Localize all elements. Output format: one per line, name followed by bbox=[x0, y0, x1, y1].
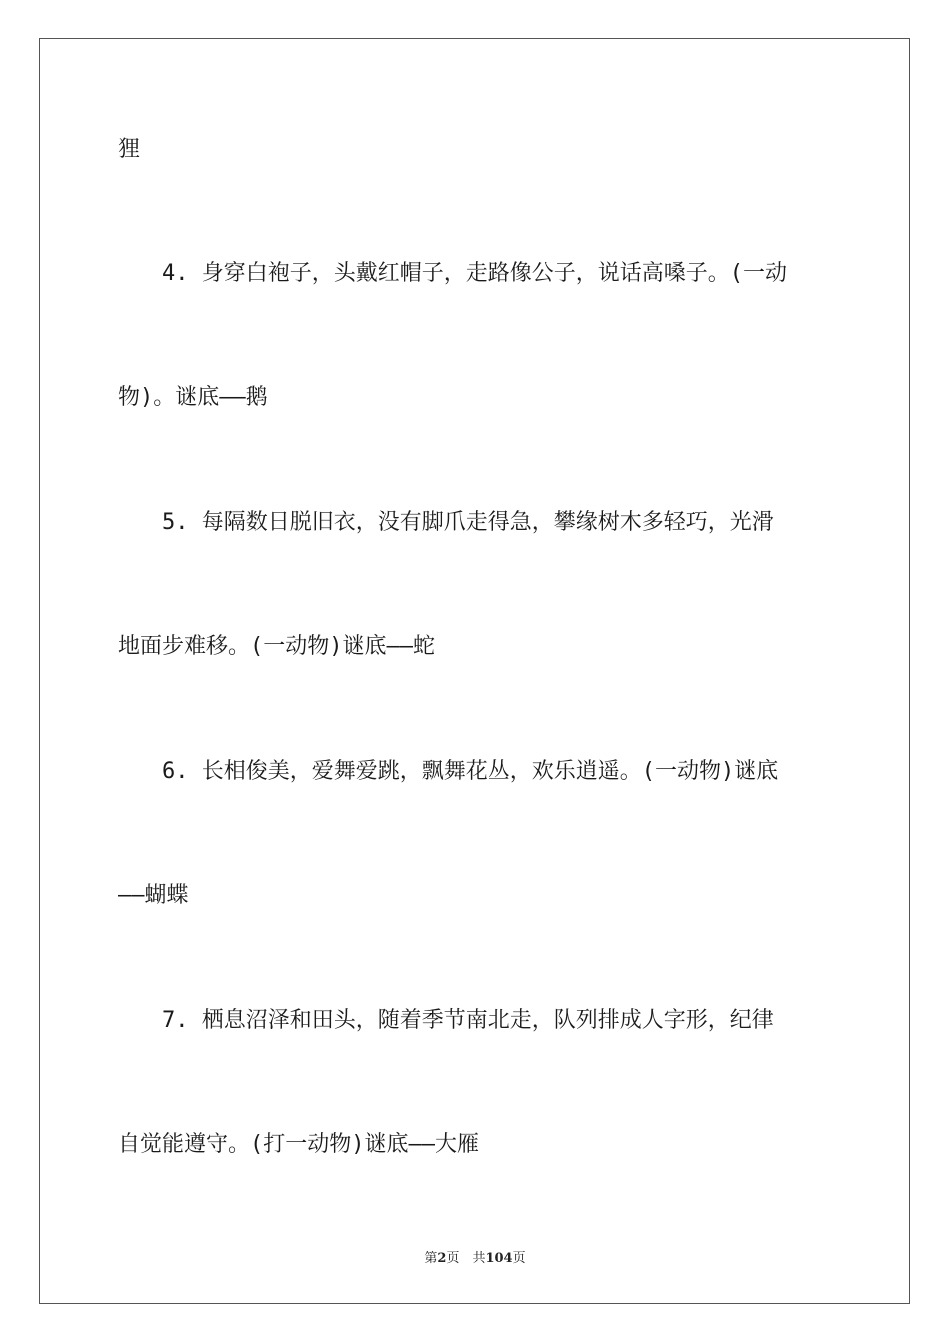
riddle-5-line-1: 5. 每隔数日脱旧衣，没有脚爪走得急，攀缘树木多轻巧，光滑 bbox=[162, 510, 774, 535]
riddle-4-line-1: 4. 身穿白袍子，头戴红帽子，走路像公子，说话高嗓子。(一动 bbox=[162, 261, 787, 286]
riddle-7-line-2: 自觉能遵守。(打一动物)谜底——大雁 bbox=[118, 1132, 479, 1157]
page-border bbox=[39, 38, 910, 1304]
footer-suffix: 页 bbox=[512, 1251, 526, 1266]
riddle-4-line-2: 物)。谜底——鹅 bbox=[118, 385, 268, 410]
page-footer bbox=[0, 1247, 950, 1266]
riddle-5-line-2: 地面步难移。(一动物)谜底——蛇 bbox=[118, 634, 435, 659]
riddle-7-line-1: 7. 栖息沼泽和田头，随着季节南北走，队列排成人字形，纪律 bbox=[162, 1008, 774, 1033]
text-line-continuation: 狸 bbox=[118, 137, 141, 162]
footer-total-pages: 104 bbox=[485, 1251, 513, 1266]
footer-page-number: 2 bbox=[437, 1251, 447, 1266]
riddle-6-line-1: 6. 长相俊美，爱舞爱跳，飘舞花丛，欢乐逍遥。(一动物)谜底 bbox=[162, 759, 779, 784]
footer-prefix: 第 bbox=[424, 1251, 438, 1266]
footer-mid: 页 共 bbox=[446, 1251, 486, 1266]
riddle-6-line-2: ——蝴蝶 bbox=[118, 883, 189, 908]
